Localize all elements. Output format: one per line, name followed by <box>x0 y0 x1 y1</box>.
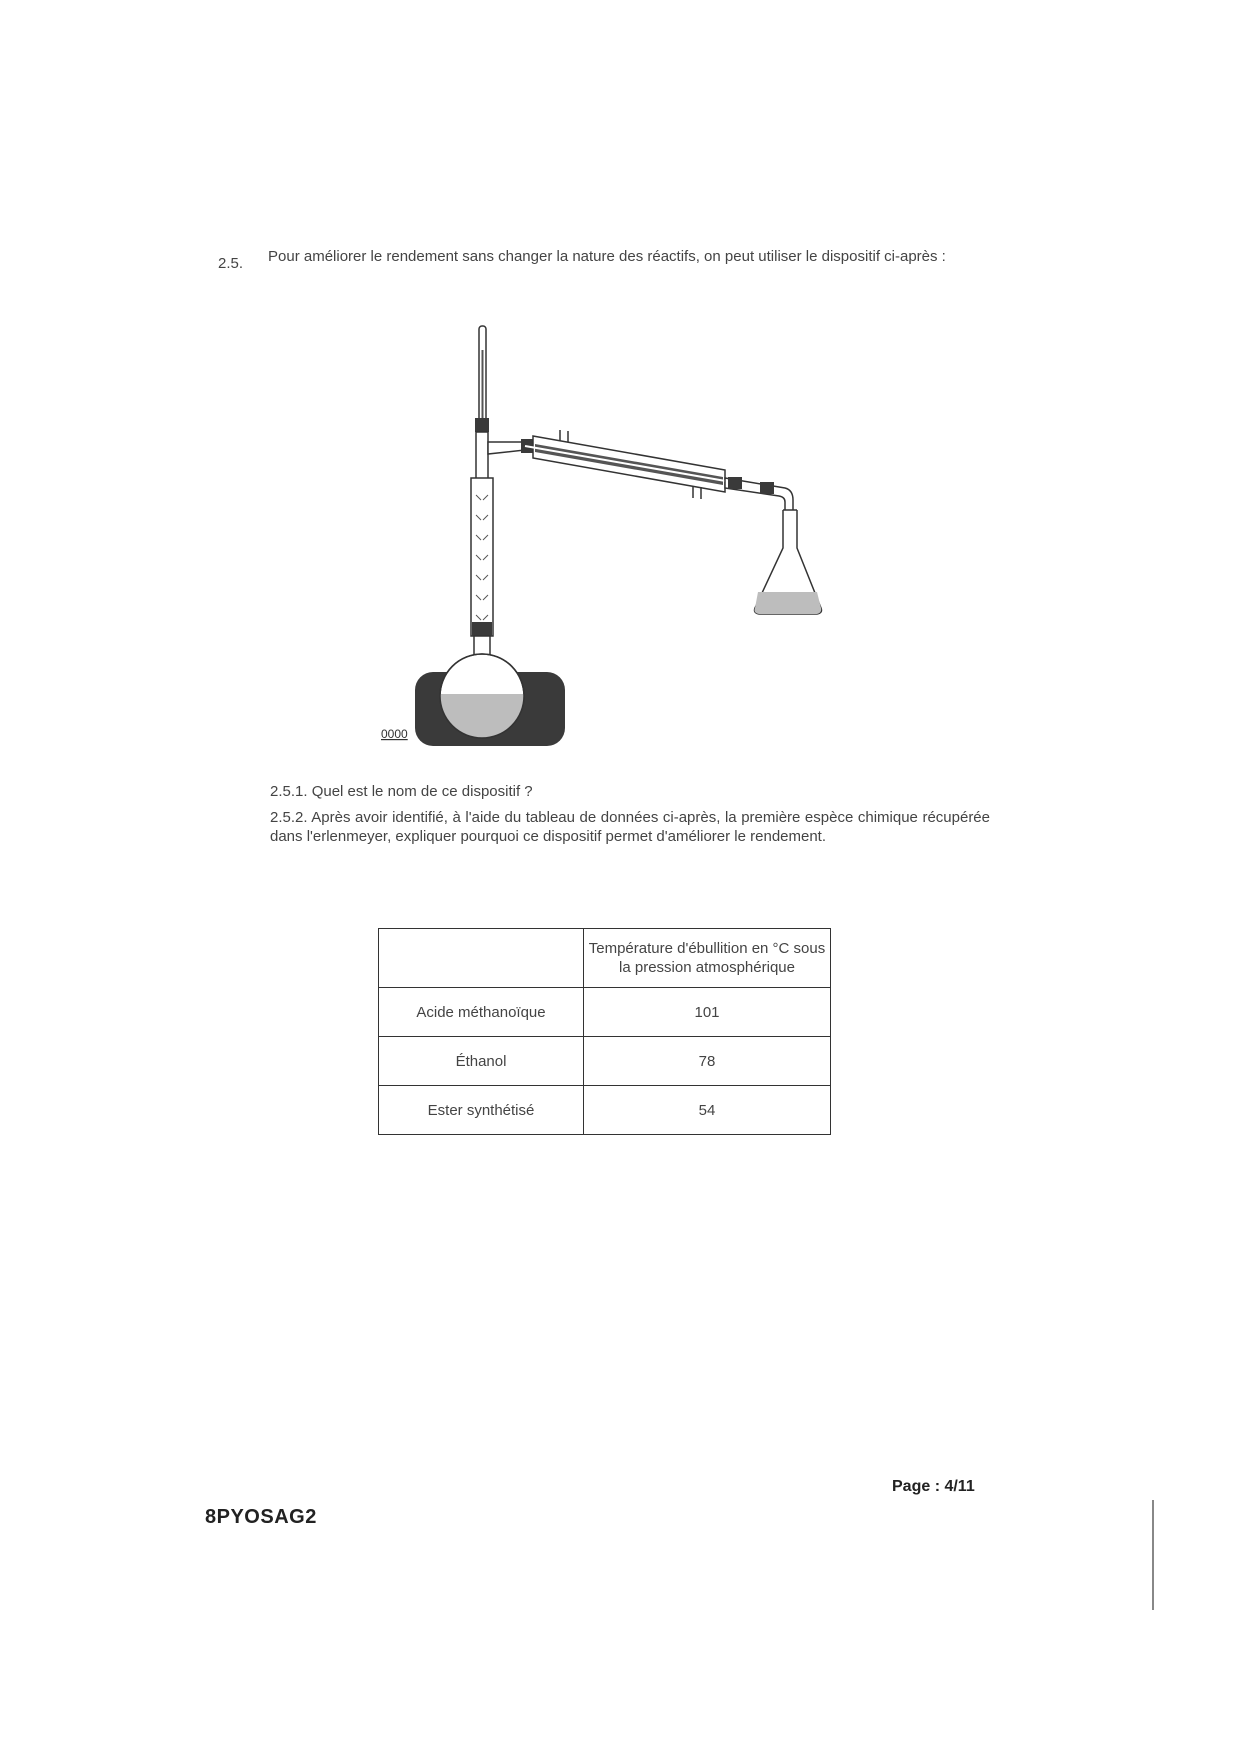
heater-coil-label: 0000 <box>381 727 408 741</box>
distillation-adapter <box>725 477 793 514</box>
fractionating-column <box>471 478 493 636</box>
table-cell-species: Ester synthétisé <box>379 1086 584 1135</box>
question-number: 2.5. <box>218 255 244 272</box>
sub-question-2-5-1: 2.5.1. Quel est le nom de ce dispositif ? <box>270 783 533 800</box>
table-header-boiling-temperature: Température d'ébullition en °C sous la pression atmosphérique <box>584 929 831 988</box>
erlenmeyer-flask <box>755 510 822 614</box>
liebig-condenser <box>525 430 737 499</box>
table-cell-temperature: 101 <box>584 988 831 1037</box>
table-row <box>379 1037 831 1086</box>
question-text: Pour améliorer le rendement sans changer la nature des réactifs, on peut utiliser le dispositif ci-après : <box>268 248 946 265</box>
table-cell-temperature: 78 <box>584 1037 831 1086</box>
distillation-apparatus-figure <box>375 320 845 760</box>
table-header-empty-cell <box>379 929 584 988</box>
boiling-point-table <box>378 928 831 1135</box>
still-head <box>476 432 533 480</box>
thermometer <box>475 326 489 432</box>
table-header-row <box>379 929 831 988</box>
scan-edge-line <box>1152 1500 1154 1610</box>
table-cell-species: Éthanol <box>379 1037 584 1086</box>
table-row <box>379 1086 831 1135</box>
table-cell-temperature: 54 <box>584 1086 831 1135</box>
page-number: Page : 4/11 <box>892 1478 975 1495</box>
table-row <box>379 988 831 1037</box>
document-code: 8PYOSAG2 <box>205 1506 317 1528</box>
sub-question-2-5-2: 2.5.2. Après avoir identifié, à l'aide du tableau de données ci-après, la première espèce chimique récupérée dans l'erlenmeyer, expliquer pourquoi ce dispositif permet d'améliorer le rendement. <box>270 809 990 845</box>
table-cell-species: Acide méthanoïque <box>379 988 584 1037</box>
